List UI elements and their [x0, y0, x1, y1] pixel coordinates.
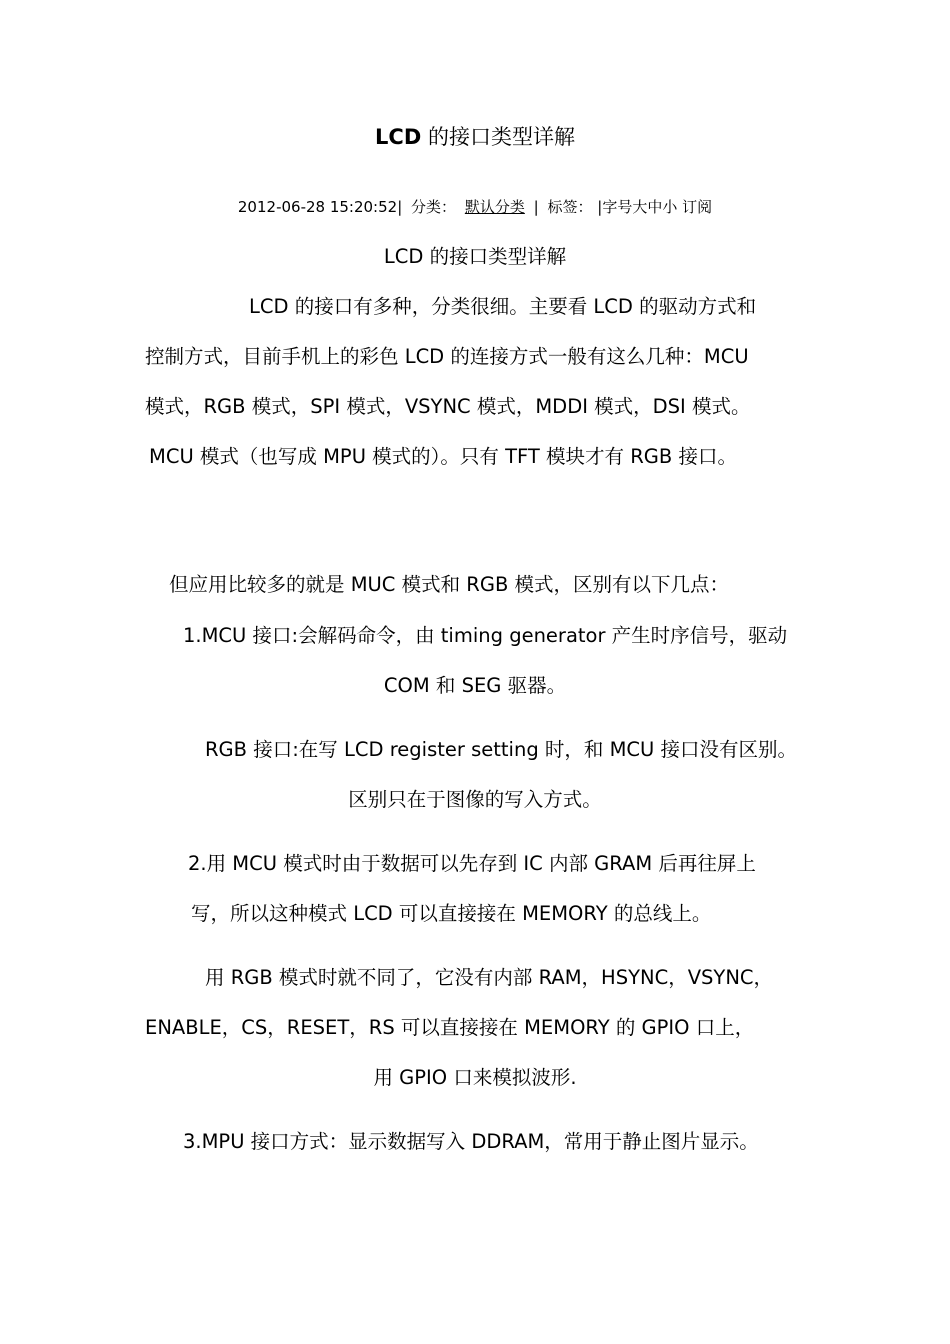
- category-link[interactable]: 默认分类: [464, 198, 525, 216]
- article-subtitle: LCD 的接口类型详解: [383, 245, 567, 268]
- article-title: [0, 121, 950, 151]
- body-line: RGB 接口:在写 LCD register setting 时，和 MCU 接口没有区别。: [205, 738, 798, 761]
- body-line: MCU 模式（也写成 MPU 模式的）。只有 TFT 模块才有 RGB 接口。: [149, 445, 737, 468]
- tags-label: 标签：: [547, 198, 593, 216]
- body-line: 区别只在于图像的写入方式。: [348, 788, 602, 811]
- body-line: 模式，RGB 模式，SPI 模式，VSYNC 模式，MDDI 模式，DSI 模式。: [145, 395, 751, 418]
- body-line: 1.MCU 接口:会解码命令，由 timing generator 产生时序信号，驱动: [183, 624, 788, 647]
- body-line: 用 GPIO 口来模拟波形.: [373, 1066, 577, 1089]
- body-line: 控制方式，目前手机上的彩色 LCD 的连接方式一般有这么几种：MCU: [145, 345, 749, 368]
- body-line: 用 RGB 模式时就不同了，它没有内部 RAM，HSYNC，VSYNC，: [205, 966, 774, 989]
- body-line: ENABLE，CS，RESET，RS 可以直接接在 MEMORY 的 GPIO 口上，: [145, 1016, 755, 1039]
- article-title-rest: 的接口类型详解: [421, 125, 575, 149]
- body-line: 写，所以这种模式 LCD 可以直接接在 MEMORY 的总线上。: [191, 902, 712, 925]
- article-meta: [0, 196, 950, 217]
- body-line: COM 和 SEG 驱器。: [383, 674, 567, 697]
- body-line: LCD 的接口有多种，分类很细。主要看 LCD 的驱动方式和: [249, 295, 757, 318]
- category-label: 分类：: [411, 198, 457, 216]
- article-title-latin: LCD: [375, 125, 422, 149]
- meta-tools[interactable]: |字号大中小 订阅: [597, 198, 713, 216]
- body-line: 3.MPU 接口方式：显示数据写入 DDRAM，常用于静止图片显示。: [183, 1130, 759, 1153]
- body-line: 2.用 MCU 模式时由于数据可以先存到 IC 内部 GRAM 后再往屏上: [188, 852, 756, 875]
- meta-divider: |: [533, 198, 539, 216]
- body-line: 但应用比较多的就是 MUC 模式和 RGB 模式，区别有以下几点：: [169, 573, 730, 596]
- post-datetime: 2012-06-28 15:20:52|: [237, 198, 403, 216]
